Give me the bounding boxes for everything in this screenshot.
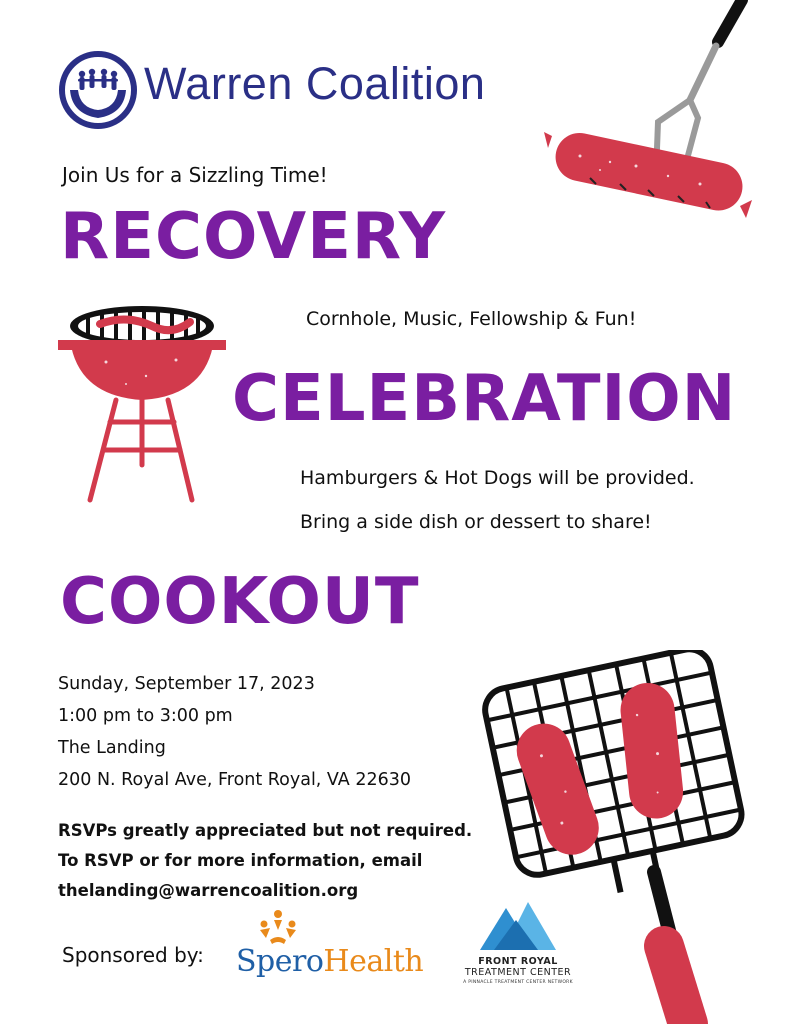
front-royal-logo (448, 900, 588, 992)
rsvp-info (58, 816, 472, 906)
tagline: Join Us for a Sizzling Time! (62, 163, 328, 187)
event-time: 1:00 pm to 3:00 pm (58, 706, 233, 726)
bring-dish-text: Bring a side dish or dessert to share! (300, 511, 652, 533)
rsvp-email[interactable]: thelanding@warrencoalition.org (58, 881, 359, 900)
event-details (58, 668, 411, 796)
event-venue: The Landing (58, 738, 166, 758)
mountain-icon (476, 900, 560, 952)
spero-word: Spero (236, 944, 324, 979)
event-address: 200 N. Royal Ave, Front Royal, VA 22630 (58, 770, 411, 790)
rsvp-instructions: To RSVP or for more information, email (58, 851, 423, 870)
front-royal-name: FRONT ROYAL (478, 956, 558, 967)
event-date: Sunday, September 17, 2023 (58, 674, 315, 694)
fork-sausage-illustration (540, 0, 755, 232)
activities-text: Cornhole, Music, Fellowship & Fun! (306, 308, 637, 330)
spero-people-icon (256, 908, 300, 948)
organization-name: Warren Coalition (144, 58, 486, 109)
health-word: Health (323, 944, 424, 979)
rsvp-note: RSVPs greatly appreciated but not required. (58, 821, 473, 840)
warren-coalition-logo (58, 50, 538, 130)
sperohealth-logo (232, 908, 422, 988)
kettle-grill-illustration (56, 300, 232, 510)
sponsored-by-label: Sponsored by: (62, 943, 204, 967)
hands-people-icon (58, 50, 138, 130)
sperohealth-wordmark (236, 944, 423, 979)
pinnacle-tagline: A PINNACLE TREATMENT CENTER NETWORK (463, 980, 573, 985)
food-provided-text: Hamburgers & Hot Dogs will be provided. (300, 467, 695, 489)
headline-cookout: COOKOUT (60, 565, 420, 639)
treatment-center-label: TREATMENT CENTER (464, 967, 572, 978)
headline-celebration: CELEBRATION (232, 362, 737, 436)
headline-recovery: RECOVERY (60, 200, 447, 274)
